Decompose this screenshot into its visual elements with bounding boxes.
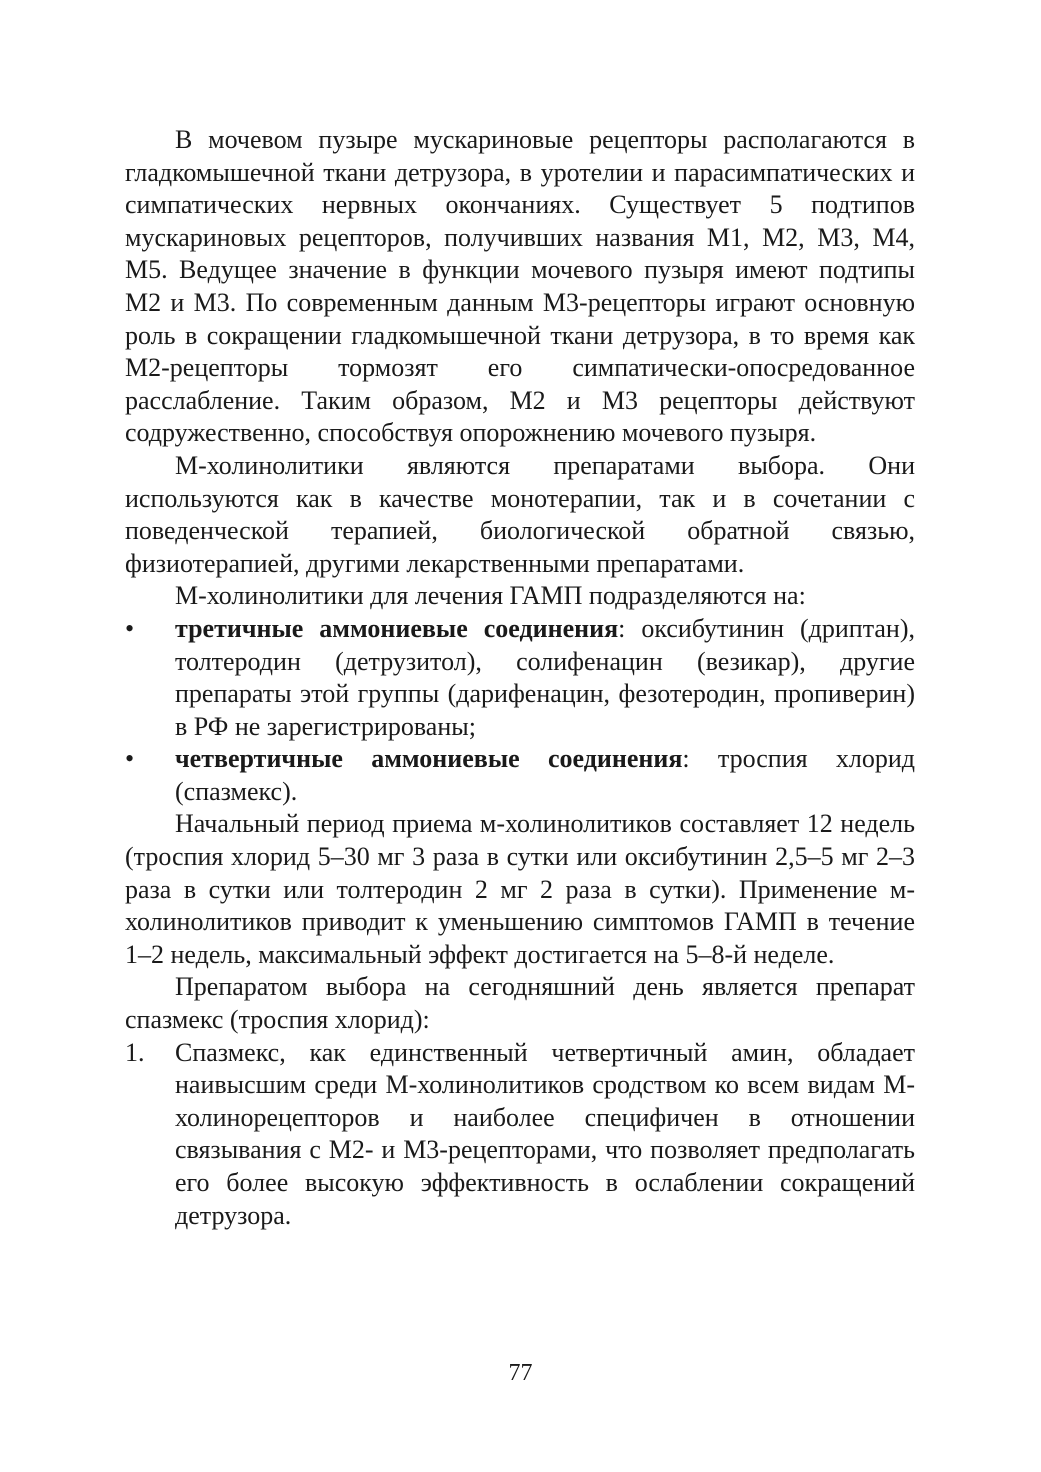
bullet-text: : троспия хлорид (спазмекс). [175, 744, 915, 806]
paragraph-muscarinic-receptors: В мочевом пузыре мускариновые рецепторы располагаются в гладкомышечной ткани детрузора, в уротелии и парасимпатических и симпатических нервных окончаниях. Существует 5 подтипов мускариновых рецепторов, получивших названия М1, М2, М3, М4, М5. Ведущее значение в функции мочевого пузыря имеют подтипы М2 и М3. По современным данным М3-рецепторы играют основную роль в сокращении гладкомышечной ткани детрузора, в то время как М2-рецепторы тормозят его симпатически-опосредованное расслабление. Таким образом, М2 и М3 рецепторы действуют содружественно, способствуя опорожнению мочевого пузыря. [125, 125, 915, 448]
page-body [125, 124, 915, 1232]
paragraph-classification-intro: М-холинолитики для лечения ГАМП подразделяются на: [175, 581, 806, 611]
number-marker: 1. [125, 1037, 145, 1067]
numbered-text: Спазмекс, как единственный четвертичный амин, обладает наивысшим среди М-холинолитиков сродством ко всем видам М-холинорецепторов и наиболее специфичен в отношении связывания с М2- и М3-рецепторами, что позволяет предполагать его более высокую эффективность в ослаблении сокращений детрузора. [175, 1037, 915, 1230]
paragraph-dosage: Начальный период приема м-холинолитиков составляет 12 недель (троспия хлорид 5–30 мг 3 раза в сутки или оксибутинин 2,5–5 мг 2–3 раза в сутки или толтеродин 2 мг 2 раза в сутки). Применение м-холинолитиков приводит к уменьшению симптомов ГАМП в течение 1–2 недель, максимальный эффект достигается на 5–8-й неделе. [125, 809, 915, 969]
bullet-marker: • [125, 613, 135, 643]
bullet-marker: • [125, 744, 135, 774]
numbered-list [125, 1037, 915, 1233]
bullet-term: четвертичные аммониевые соединения [175, 744, 683, 774]
list-item [125, 613, 915, 743]
bullet-term: третичные аммониевые соединения [175, 613, 619, 643]
list-item [125, 743, 915, 808]
page-number: 77 [508, 1360, 533, 1386]
paragraph-m-cholinolytics: М-холинолитики являются препаратами выбора. Они используются как в качестве монотерапии, так и в сочетании с поведенческой терапией, биологической обратной связью, физиотерапией, другими лекарственными препаратами. [125, 450, 915, 578]
bullet-list [125, 613, 915, 809]
bullet-text: : оксибутинин (дриптан), толтеродин (детрузитол), солифенацин (везикар), другие препараты этой группы (дарифенацин, фезотеродин, пропиверин) в РФ не зарегистрированы; [175, 613, 915, 741]
paragraph-drug-of-choice: Препаратом выбора на сегодняшний день является препарат спазмекс (троспия хлорид): [125, 972, 915, 1035]
list-item [125, 1037, 915, 1233]
